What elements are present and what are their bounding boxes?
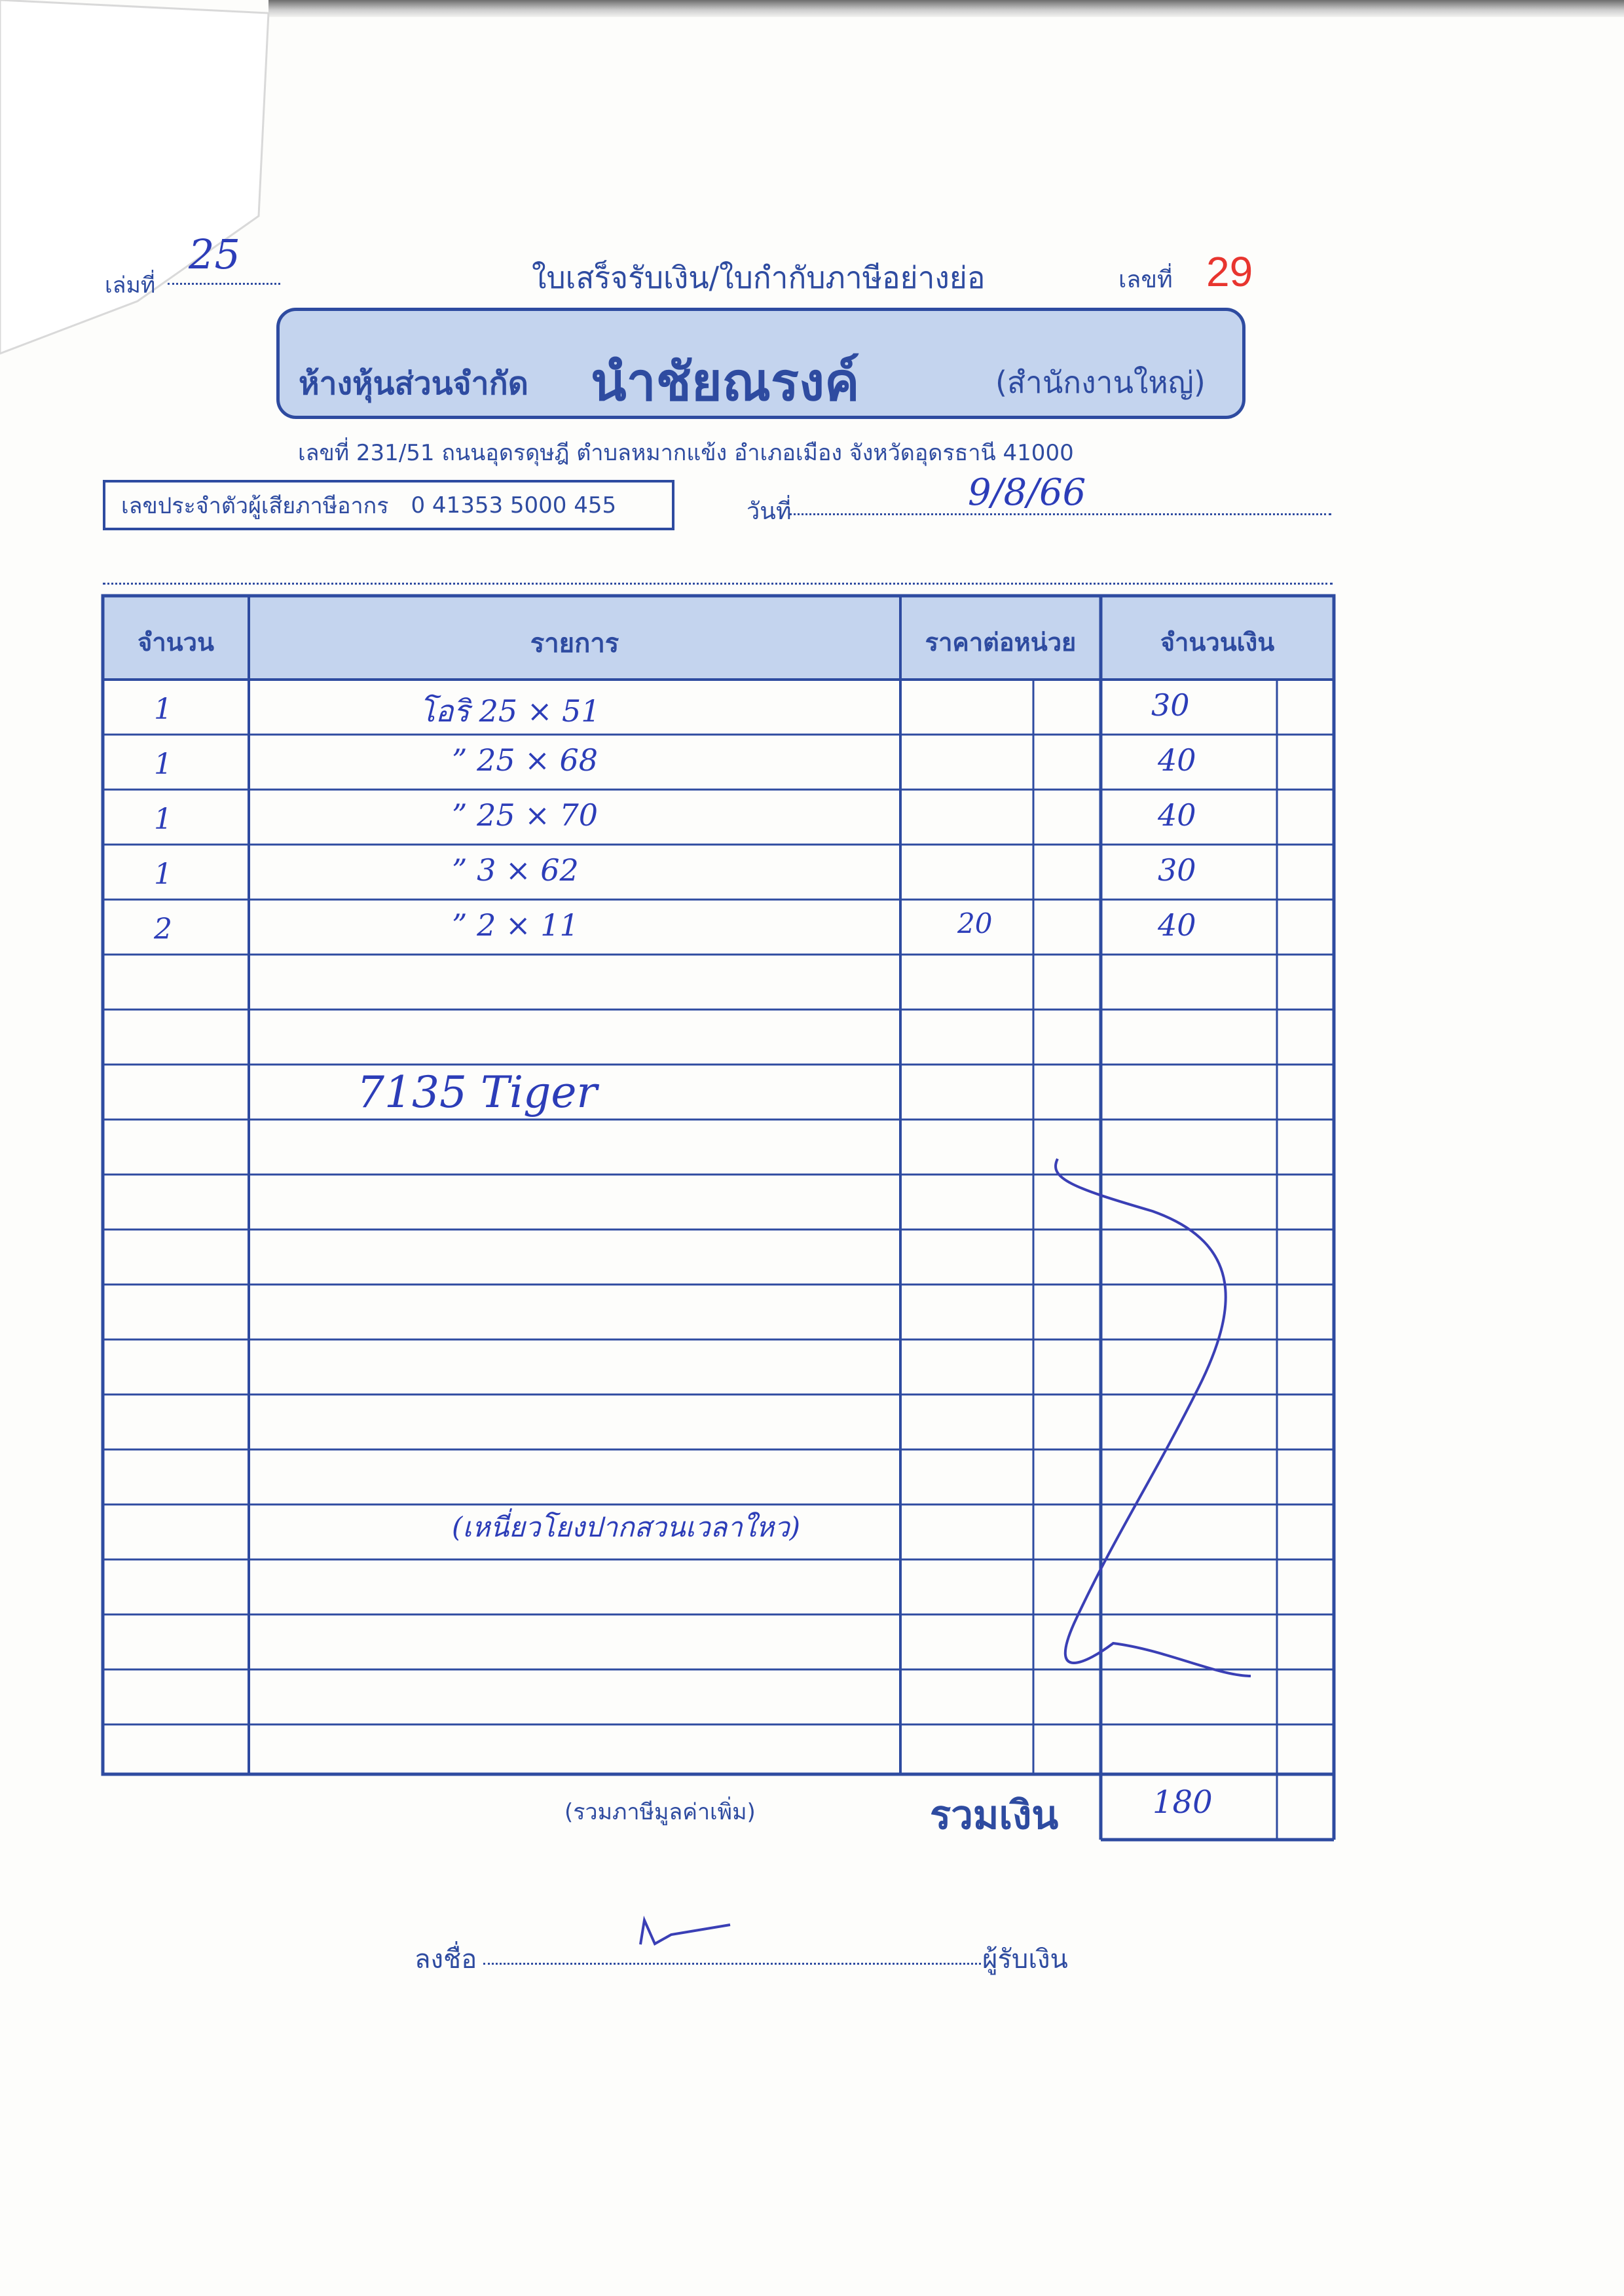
row-amount: 40 (1158, 742, 1196, 778)
header-unit-price: ราคาต่อหน่วย (925, 628, 1077, 657)
row-qty: 1 (154, 748, 172, 781)
row-qty: 1 (154, 803, 172, 836)
form-title: ใบเสร็จรับเงิน/ใบกำกับภาษีอย่างย่อ (532, 260, 986, 295)
company-prefix: ห้างหุ้นส่วนจำกัด (299, 365, 528, 402)
row-item: ” 2 × 11 (452, 907, 579, 943)
row-qty: 2 (154, 913, 172, 946)
row-item: โอริ 25 × 51 (419, 693, 600, 729)
date-value: 9/8/66 (968, 471, 1086, 514)
row-amount: 40 (1158, 797, 1196, 833)
row-item: ” 3 × 62 (452, 852, 579, 888)
row-lines (103, 735, 1334, 1724)
header-amount: จำนวนเงิน (1160, 628, 1275, 657)
table-border (103, 596, 1334, 1774)
row-amount: 30 (1158, 852, 1196, 888)
note-line-2: (เหนี่ยวโยงปากสวนเวลาใหว) (452, 1511, 801, 1543)
note-line: 7135 Tiger (357, 1067, 597, 1118)
doc-no-label: เลขที่ (1118, 266, 1173, 293)
row-unit-price: 20 (957, 907, 993, 939)
row-qty: 1 (154, 858, 172, 891)
tax-id-value: 0 41353 5000 455 (411, 492, 617, 519)
row-amount: 40 (1158, 907, 1196, 943)
row-item: ” 25 × 68 (452, 742, 598, 778)
date-label: วันที่ (747, 498, 792, 525)
tax-id-label: เลขประจำตัวผู้เสียภาษีอากร (121, 492, 389, 519)
total-value: 180 (1153, 1784, 1213, 1821)
doc-no-value: 29 (1206, 248, 1253, 295)
signature-dotline (483, 1963, 981, 1965)
handwritten-signature (635, 1915, 740, 1954)
header-item: รายการ (530, 629, 619, 659)
book-no-label: เล่มที่ (105, 272, 156, 299)
row-item: ” 25 × 70 (452, 797, 598, 833)
signature-role: ผู้รับเงิน (982, 1944, 1068, 1975)
total-label: รวมเงิน (930, 1793, 1059, 1838)
header-qty: จำนวน (138, 628, 214, 657)
row-amount: 30 (1151, 687, 1190, 723)
book-no-value: 25 (189, 230, 240, 278)
company-address: เลขที่ 231/51 ถนนอุดรดุษฎี ตำบลหมากแข้ง อำเภอเมือง จังหวัดอุดรธานี 41000 (298, 440, 1074, 466)
company-name: นำชัยณรงค์ (591, 352, 860, 412)
void-stroke (1056, 1159, 1251, 1676)
signature-label: ลงชื่อ (415, 1944, 477, 1975)
vat-note: (รวมภาษีมูลค่าเพิ่ม) (564, 1799, 756, 1825)
company-suffix: (สำนักงานใหญ่) (995, 365, 1206, 400)
row-qty: 1 (154, 693, 172, 726)
